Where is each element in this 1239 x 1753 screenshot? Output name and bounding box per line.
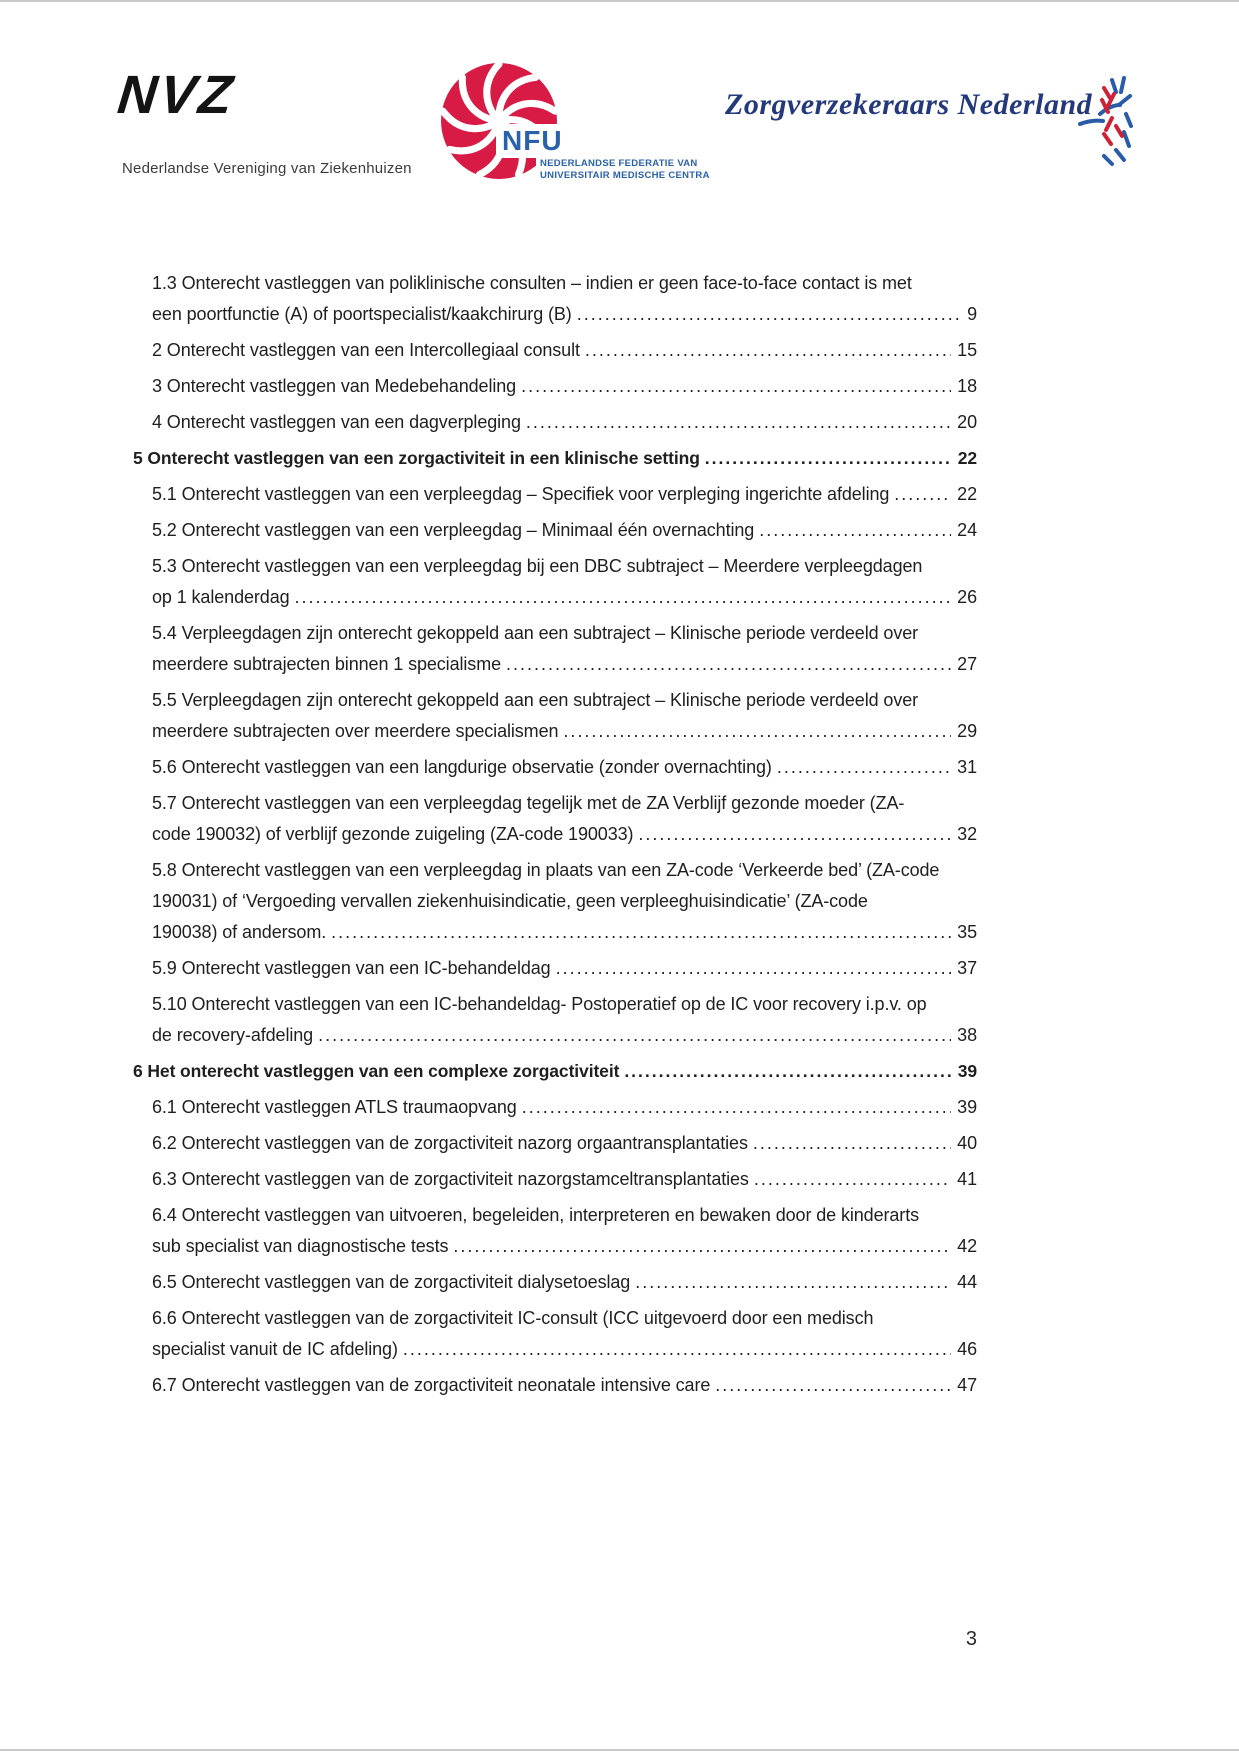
toc-dot-leader — [403, 1334, 951, 1365]
toc-entry-line — [152, 953, 977, 984]
toc-dot-leader — [759, 515, 951, 546]
toc-page-number: 22 — [957, 448, 977, 468]
toc-entry-text: een poortfunctie (A) of poortspecialist/kaakchirurg (B) — [152, 304, 572, 324]
toc-page-number: 40 — [957, 1133, 977, 1153]
toc-entry — [133, 1056, 977, 1087]
toc-entry-line — [152, 752, 977, 783]
toc-entry — [133, 752, 977, 783]
toc-entry — [133, 1128, 977, 1159]
toc-entry-text: 5 Onterecht vastleggen van een zorgactiviteit in een klinische setting — [133, 448, 700, 468]
toc-dot-leader — [894, 479, 951, 510]
toc-page-number: 18 — [957, 376, 977, 396]
toc-page-number: 47 — [957, 1375, 977, 1395]
toc-entry-text: de recovery-afdeling — [152, 1025, 314, 1045]
toc-entry-line — [152, 1303, 977, 1334]
toc-entry — [133, 1370, 977, 1401]
toc-dot-leader — [506, 649, 951, 680]
toc-entry-text: meerdere subtrajecten over meerdere specialismen — [152, 721, 559, 741]
toc-entry-line — [152, 685, 977, 716]
toc-entry-text: code 190032) of verblijf gezonde zuigeling (ZA-code 190033) — [152, 824, 634, 844]
toc-dot-leader — [556, 953, 952, 984]
toc-entry-line — [152, 819, 977, 850]
toc-dot-leader — [777, 752, 951, 783]
toc-entry-line — [152, 335, 977, 366]
toc-entry-text: sub specialist van diagnostische tests — [152, 1236, 449, 1256]
toc-entry-line — [152, 515, 977, 546]
toc-page-number: 9 — [967, 304, 977, 324]
toc-dot-leader — [522, 1092, 951, 1123]
toc-page-number: 24 — [957, 520, 977, 540]
toc-entry-text: 5.6 Onterecht vastleggen van een langdurige observatie (zonder overnachting) — [152, 757, 772, 777]
toc-entry — [133, 855, 977, 948]
toc-entry-line — [152, 649, 977, 680]
toc-dot-leader — [331, 917, 951, 948]
toc-page-number: 27 — [957, 654, 977, 674]
toc-dot-leader — [526, 407, 951, 438]
toc-page-number: 31 — [957, 757, 977, 777]
toc-dot-leader — [318, 1020, 951, 1051]
toc-entry-text: 6.4 Onterecht vastleggen van uitvoeren, begeleiden, interpreteren en bewaken door de kinderarts — [152, 1205, 920, 1225]
toc-entry — [133, 953, 977, 984]
toc-page-number: 39 — [957, 1061, 977, 1081]
toc-page-number: 46 — [957, 1339, 977, 1359]
toc-page-number: 37 — [957, 958, 977, 978]
toc-dot-leader — [754, 1164, 951, 1195]
toc-entry-line — [152, 989, 977, 1020]
toc-page-number: 41 — [957, 1169, 977, 1189]
toc-entry-text: 2 Onterecht vastleggen van een Intercollegiaal consult — [152, 340, 580, 360]
toc-entry — [133, 1164, 977, 1195]
toc-entry-text: meerdere subtrajecten binnen 1 specialisme — [152, 654, 501, 674]
zn-wordmark: Zorgverzekeraars Nederland — [725, 88, 1093, 121]
toc-entry — [133, 618, 977, 680]
toc-page-number: 44 — [957, 1272, 977, 1292]
toc-entry-text: 5.8 Onterecht vastleggen van een verpleegdag in plaats van een ZA-code ‘Verkeerde bed’ (ZA-code — [152, 860, 940, 880]
toc-entry-text: 5.3 Onterecht vastleggen van een verpleegdag bij een DBC subtraject – Meerdere verpleegdagen — [152, 556, 923, 576]
toc-dot-leader — [521, 371, 951, 402]
toc-entry-line — [152, 1020, 977, 1051]
toc-dot-leader — [295, 582, 952, 613]
toc-dot-leader — [705, 443, 952, 474]
toc-entry-text: 1.3 Onterecht vastleggen van poliklinische consulten – indien er geen face-to-face contact is met — [152, 273, 912, 293]
toc-entry-line — [152, 618, 977, 649]
toc-page-number: 15 — [957, 340, 977, 360]
nvz-caption: Nederlandse Vereniging van Ziekenhuizen — [122, 160, 412, 177]
toc-entry-text: 5.7 Onterecht vastleggen van een verpleegdag tegelijk met de ZA Verblijf gezonde moeder (ZA- — [152, 793, 905, 813]
toc-dot-leader — [715, 1370, 951, 1401]
toc-entry-text: 6.7 Onterecht vastleggen van de zorgactiviteit neonatale intensive care — [152, 1375, 711, 1395]
toc-dot-leader — [635, 1267, 951, 1298]
toc-entry-line — [152, 1128, 977, 1159]
toc-entry-text: 5.9 Onterecht vastleggen van een IC-behandeldag — [152, 958, 551, 978]
toc-entry — [133, 268, 977, 330]
toc-entry-line — [152, 1370, 977, 1401]
toc-entry — [133, 685, 977, 747]
toc-dot-leader — [638, 819, 951, 850]
toc-entry — [133, 407, 977, 438]
toc-entry-text: op 1 kalenderdag — [152, 587, 290, 607]
toc-entry-text: 4 Onterecht vastleggen van een dagverpleging — [152, 412, 521, 432]
toc-entry-text: 6.2 Onterecht vastleggen van de zorgactiviteit nazorg orgaantransplantaties — [152, 1133, 748, 1153]
toc-entry-line — [152, 407, 977, 438]
toc-entry-text: 6.5 Onterecht vastleggen van de zorgactiviteit dialysetoeslag — [152, 1272, 631, 1292]
zn-logo-mark-icon — [1078, 72, 1134, 167]
toc-page-number: 26 — [957, 587, 977, 607]
toc-entry-line — [152, 479, 977, 510]
toc-entry-text: 6.6 Onterecht vastleggen van de zorgactiviteit IC-consult (ICC uitgevoerd door een medisch — [152, 1308, 874, 1328]
toc-entry-text: 5.2 Onterecht vastleggen van een verpleegdag – Minimaal één overnachting — [152, 520, 755, 540]
toc-entry-line — [152, 716, 977, 747]
toc-page-number: 22 — [957, 484, 977, 504]
toc-entry-text: 190038) of andersom. — [152, 922, 327, 942]
footer-page-number: 3 — [965, 1628, 977, 1650]
toc-entry-text: 190031) of ‘Vergoeding vervallen ziekenhuisindicatie, geen verpleeghuisindicatie’ (ZA-code — [152, 891, 868, 911]
toc-entry-line — [152, 371, 977, 402]
toc-dot-leader — [453, 1231, 951, 1262]
toc-entry — [133, 551, 977, 613]
page-top-edge — [0, 0, 1239, 2]
toc-entry-line — [133, 443, 977, 474]
toc-entry — [133, 479, 977, 510]
toc-entry-line — [152, 917, 977, 948]
toc-entry-line — [152, 551, 977, 582]
toc-entry — [133, 1092, 977, 1123]
toc-entry — [133, 515, 977, 546]
toc-dot-leader — [563, 716, 951, 747]
toc-entry-line — [152, 1231, 977, 1262]
toc-page-number: 32 — [957, 824, 977, 844]
toc-entry-text: 6 Het onterecht vastleggen van een complexe zorgactiviteit — [133, 1061, 620, 1081]
toc-dot-leader — [753, 1128, 951, 1159]
toc-entry — [133, 989, 977, 1051]
toc-dot-leader — [577, 299, 961, 330]
toc-entry-line — [152, 788, 977, 819]
toc-entry — [133, 788, 977, 850]
toc-entry-line — [152, 855, 977, 886]
toc-entry-text: 6.1 Onterecht vastleggen ATLS traumaopvang — [152, 1097, 517, 1117]
toc-dot-leader — [585, 335, 951, 366]
toc-entry-text: 3 Onterecht vastleggen van Medebehandeling — [152, 376, 517, 396]
toc-entry-line — [152, 1200, 977, 1231]
toc-entry-line — [133, 1056, 977, 1087]
nfu-subtitle-line2: UNIVERSITAIR MEDISCHE CENTRA — [540, 169, 710, 181]
toc-entry-text: 6.3 Onterecht vastleggen van de zorgactiviteit nazorgstamceltransplantaties — [152, 1169, 749, 1189]
toc-entry-text: specialist vanuit de IC afdeling) — [152, 1339, 398, 1359]
toc-entry-line — [152, 1267, 977, 1298]
toc-page-number: 39 — [957, 1097, 977, 1117]
toc-page-number: 38 — [957, 1025, 977, 1045]
toc-dot-leader — [624, 1056, 951, 1087]
toc-page-number: 20 — [957, 412, 977, 432]
toc-entry-line — [152, 268, 977, 299]
toc-entry-line — [152, 1334, 977, 1365]
toc-page-number: 35 — [957, 922, 977, 942]
toc-entry-line — [152, 1092, 977, 1123]
nfu-subtitle-line1: NEDERLANDSE FEDERATIE VAN — [540, 158, 698, 169]
toc-page-number: 29 — [957, 721, 977, 741]
toc-entry-text: 5.4 Verpleegdagen zijn onterecht gekoppeld aan een subtraject – Klinische periode verdeeld over — [152, 623, 919, 643]
toc-entry-line — [152, 299, 977, 330]
table-of-contents — [133, 268, 977, 1406]
toc-entry-text: 5.10 Onterecht vastleggen van een IC-behandeldag- Postoperatief op de IC voor recovery i.p.v. op — [152, 994, 927, 1014]
nvz-logo: NVZ — [114, 65, 239, 125]
toc-entry-line — [152, 582, 977, 613]
page-bottom-edge — [0, 1749, 1239, 1751]
toc-entry — [133, 1267, 977, 1298]
toc-entry — [133, 371, 977, 402]
toc-entry — [133, 443, 977, 474]
toc-entry-line — [152, 1164, 977, 1195]
toc-page-number: 42 — [957, 1236, 977, 1256]
nfu-subtitle — [536, 157, 712, 182]
toc-entry — [133, 1200, 977, 1262]
toc-entry — [133, 335, 977, 366]
nfu-abbr: NFU — [496, 124, 566, 158]
toc-entry-text: 5.1 Onterecht vastleggen van een verpleegdag – Specifiek voor verpleging ingerichte afdeling — [152, 484, 890, 504]
toc-entry-text: 5.5 Verpleegdagen zijn onterecht gekoppeld aan een subtraject – Klinische periode verdeeld over — [152, 690, 919, 710]
toc-entry-line — [152, 886, 977, 917]
toc-entry — [133, 1303, 977, 1365]
